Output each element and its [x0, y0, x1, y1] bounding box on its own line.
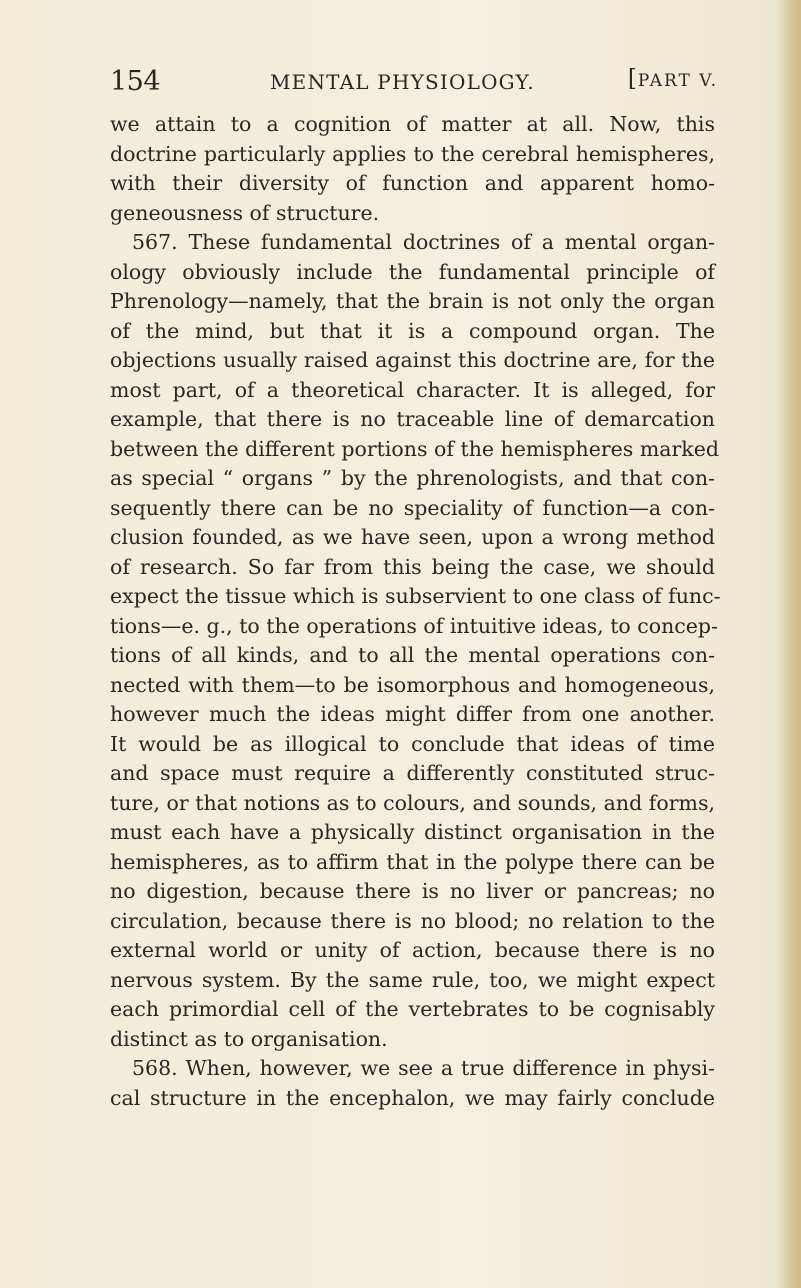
- text-line: distinct as to organisation.: [110, 1026, 388, 1051]
- text-line: each primordial cell of the vertebrates to be cognisably: [110, 997, 715, 1021]
- text-line: 567. These fundamental doctrines of a mental organ-: [132, 230, 715, 254]
- page-number: 154: [110, 66, 161, 97]
- part-label: [628, 66, 718, 92]
- running-header: [110, 66, 718, 106]
- text-line: circulation, because there is no blood; no relation to the: [110, 908, 715, 933]
- text-line: must each have a physically distinct organisation in the: [110, 820, 715, 844]
- text-line: sequently there can be no speciality of function—a con-: [110, 495, 715, 520]
- text-line: objections usually raised against this doctrine are, for the: [110, 348, 715, 372]
- text-line: external world or unity of action, because there is no: [110, 938, 715, 962]
- text-line: of the mind, but that it is a compound organ. The: [110, 318, 715, 343]
- text-line: expect the tissue which is subservient to one class of func-: [110, 584, 721, 608]
- text-line: geneousness of structure.: [110, 200, 380, 225]
- text-line: It would be as illogical to conclude that ideas of time: [110, 731, 715, 756]
- text-line: we attain to a cognition of matter at all. Now, this: [110, 112, 715, 136]
- part-bracket: [: [627, 66, 638, 92]
- text-line: and space must require a differently constituted struc-: [110, 761, 715, 785]
- text-line: Phrenology—namely, that the brain is not only the organ: [110, 289, 715, 313]
- text-line: most part, of a theoretical character. It is alleged, for: [110, 377, 715, 402]
- body-text: [110, 110, 721, 1113]
- text-line: tions of all kinds, and to all the mental operations con-: [110, 643, 715, 667]
- part-label-text: PART V.: [637, 71, 718, 91]
- text-line: nervous system. By the same rule, too, we might expect: [110, 967, 715, 992]
- text-line: hemispheres, as to affirm that in the polype there can be: [110, 849, 715, 874]
- text-line: doctrine particularly applies to the cerebral hemispheres,: [110, 141, 715, 166]
- text-line: ture, or that notions as to colours, and sounds, and forms,: [110, 790, 715, 815]
- text-line: between the different portions of the hemispheres marked: [110, 436, 719, 461]
- text-line: clusion founded, as we have seen, upon a wrong method: [110, 525, 715, 549]
- text-line: example, that there is no traceable line of demarcation: [110, 407, 715, 431]
- text-line: of research. So far from this being the case, we should: [110, 554, 715, 579]
- text-line: however much the ideas might differ from one another.: [110, 702, 715, 726]
- text-line: cal structure in the encephalon, we may fairly conclude: [110, 1085, 715, 1110]
- text-line: 568. When, however, we see a true difference in physi-: [132, 1056, 715, 1080]
- text-line: ology obviously include the fundamental principle of: [110, 259, 715, 284]
- text-line: as special “ organs ” by the phrenologists, and that con-: [110, 466, 715, 490]
- page-edge-shadow: [775, 0, 801, 1288]
- text-line: tions—e. g., to the operations of intuitive ideas, to concep-: [110, 613, 718, 638]
- running-title: MENTAL PHYSIOLOGY.: [270, 70, 535, 94]
- text-line: no digestion, because there is no liver or pancreas; no: [110, 879, 715, 903]
- text-line: nected with them—to be isomorphous and homogeneous,: [110, 672, 715, 697]
- text-line: with their diversity of function and apparent homo-: [110, 171, 715, 195]
